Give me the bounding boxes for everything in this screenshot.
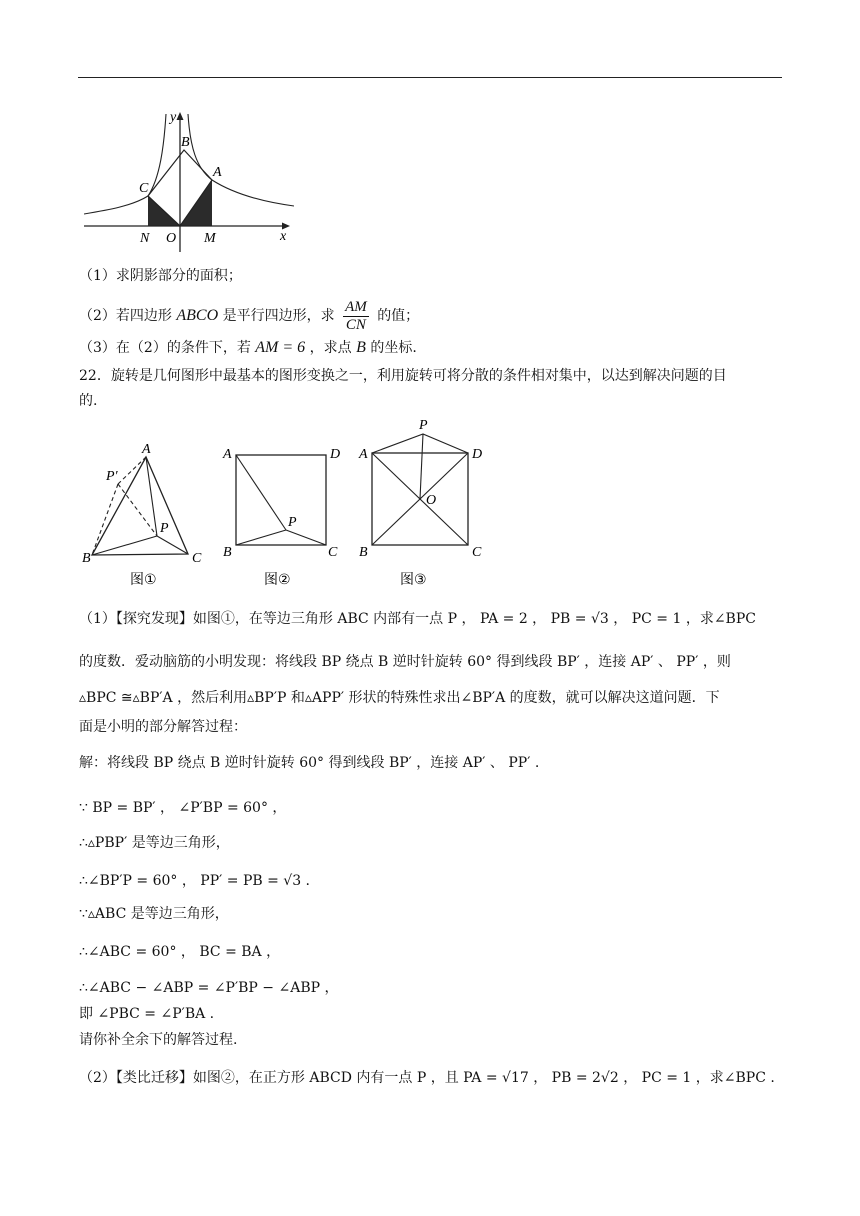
fraction-denominator: CN xyxy=(345,316,366,333)
solution-line1: 解：将线段 BP 绕点 B 逆时针旋转 60° 得到线段 BP′ ，连接 AP′ 、 PP′ . xyxy=(79,755,540,771)
solution-line5: ∵▵ABC 是等边三角形， xyxy=(79,906,229,922)
q22-figures xyxy=(78,412,498,592)
solution-line3: ∴▵PBP′ 是等边三角形， xyxy=(79,835,230,851)
fig2-label-a: A xyxy=(223,447,232,462)
figure-1-triangle xyxy=(82,442,202,588)
q21-part2 xyxy=(79,296,419,336)
q21-part3-text-c: 的坐标. xyxy=(370,340,417,356)
hyperbola-figure xyxy=(84,106,294,256)
figure-3-square xyxy=(358,418,482,588)
fig2-label-c: C xyxy=(328,545,338,560)
solution-line8: 即 ∠PBC = ∠P′BA . xyxy=(79,1006,215,1022)
fig1-caption: 图① xyxy=(130,572,157,588)
point-n-label: N xyxy=(140,231,150,246)
fig2-caption: 图② xyxy=(264,572,291,588)
fig3-label-a: A xyxy=(359,447,368,462)
fig1-label-a: A xyxy=(142,442,151,457)
q22-intro-line1: 22．旋转是几何图形中最基本的图形变换之一，利用旋转可将分散的条件相对集中，以达到解决问题的目 xyxy=(79,368,727,384)
header-rule xyxy=(78,77,782,78)
fig3-label-p: P xyxy=(419,418,428,433)
fig3-label-o: O xyxy=(426,493,437,508)
axis-x-label: x xyxy=(280,229,287,244)
q21-part2-text-a: （2）若四边形 xyxy=(79,308,172,324)
solution-line6: ∴∠ABC = 60° ， BC = BA ， xyxy=(79,944,281,960)
fig1-label-b: B xyxy=(82,551,91,566)
q22-part2: （2）【类比迁移】如图②，在正方形 ABCD 内有一点 P ，且 PA = √17 ， PB = 2√2 ， PC = 1 ，求∠BPC . xyxy=(79,1070,775,1086)
fig3-caption: 图③ xyxy=(400,572,427,588)
fig1-label-p-prime: P′ xyxy=(106,469,118,484)
point-a-label: A xyxy=(213,165,222,180)
axis-y-label: y xyxy=(170,110,177,125)
q22-part1-line3: ▵BPC ≅▵BP′A ，然后利用▵BP′P 和▵APP′ 形状的特殊性求出∠BP′A 的度数，就可以解决这道问题．下 xyxy=(79,690,720,706)
fig3-label-d: D xyxy=(472,447,483,462)
point-o-label: O xyxy=(166,231,177,246)
fig2-label-p: P xyxy=(288,515,297,530)
fig2-label-b: B xyxy=(223,545,232,560)
q22-part1-line1: （1）【探究发现】如图①，在等边三角形 ABC 内部有一点 P ， PA = 2 ， PB = √3 ， PC = 1 ，求∠BPC xyxy=(79,611,756,627)
fraction-numerator: AM xyxy=(345,298,367,315)
point-m-label: M xyxy=(204,231,216,246)
q22-intro-line2: 的. xyxy=(79,393,98,409)
figure-2-square xyxy=(222,447,340,588)
fig3-label-b: B xyxy=(359,545,368,560)
q21-part3-text-a: （3）在（2）的条件下，若 xyxy=(79,340,251,356)
point-c-label: C xyxy=(139,181,149,196)
fig1-label-c: C xyxy=(192,551,202,566)
q21-part3-text-b: ，求点 xyxy=(309,340,352,356)
fig3-label-c: C xyxy=(472,545,482,560)
solution-line4: ∴∠BP′P = 60° ， PP′ = PB = √3 . xyxy=(79,873,311,889)
fig1-label-p: P xyxy=(160,521,169,536)
q21-am-equation: AM = 6 xyxy=(255,339,306,356)
q21-abco: ABCO xyxy=(176,307,219,324)
q21-part2-text-b: 是平行四边形，求 xyxy=(222,308,335,324)
q22-part1-line4: 面是小明的部分解答过程： xyxy=(79,719,247,735)
q22-part1-line2: 的度数．爱动脑筋的小明发现：将线段 BP 绕点 B 逆时针旋转 60° 得到线段 BP′ ，连接 AP′ 、 PP′ ，则 xyxy=(79,654,731,670)
hyperbola-left xyxy=(84,114,166,214)
solution-line2: ∵ BP = BP′ ， ∠P′BP = 60° ， xyxy=(79,800,287,816)
q21-part3 xyxy=(79,338,417,358)
solution-line9: 请你补全余下的解答过程. xyxy=(79,1032,238,1048)
solution-line7: ∴∠ABC − ∠ABP = ∠P′BP − ∠ABP ， xyxy=(79,980,339,996)
q21-part1: （1）求阴影部分的面积； xyxy=(79,268,242,284)
fig2-label-d: D xyxy=(330,447,341,462)
point-b-label: B xyxy=(181,135,190,150)
q21-part2-text-c: 的值； xyxy=(377,308,420,324)
fraction-am-cn xyxy=(343,299,369,334)
q21-point-b: B xyxy=(356,339,366,356)
